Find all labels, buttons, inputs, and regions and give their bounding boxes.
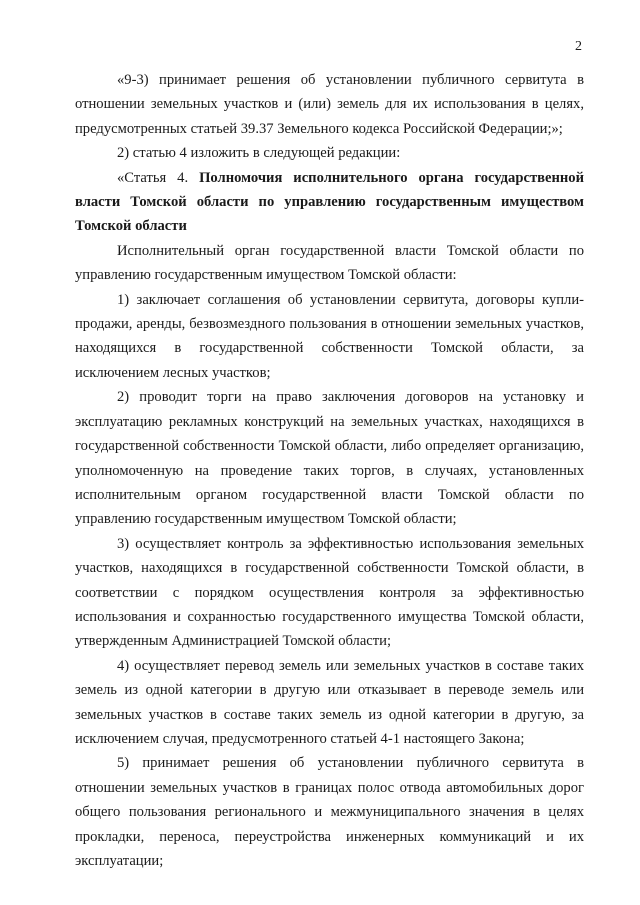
paragraph-intro: Исполнительный орган государственной власти Томской области по управлению государственным имуществом Томской области:: [75, 242, 584, 284]
page-number: 2: [575, 39, 582, 54]
paragraph-9-3: «9-3) принимает решения об установлении публичного сервитута в отношении земельных участков и (или) земель для их использования в целях, предусмотренных статьей 39.37 Земельного кодекса Российской Федерации;»;: [75, 72, 584, 137]
paragraph-item-1: 1) заключает соглашения об установлении сервитута, договоры купли-продажи, аренды, безвозмездного пользования в отношении земельных участков, находящихся в государственной собственности Томской области, за исключением лесных участков;: [75, 291, 584, 381]
article-title: Полномочия исполнительного органа государственной власти Томской области по управлению государственным имуществом Томской области: [75, 169, 584, 235]
paragraph-item-2: 2) проводит торги на право заключения договоров на установку и эксплуатацию рекламных конструкций на земельных участках, находящихся в государственной собственности Томской области, либо определяет организацию, уполномоченную на проведение таких торгов, в случаях, установленных исполнительным органом государственной власти Томской области по управлению государственным имуществом Томской области;: [75, 389, 584, 528]
paragraph-item-5: 5) принимает решения об установлении публичного сервитута в отношении земельных участков в границах полос отвода автомобильных дорог общего пользования регионального и межмуниципального значения в целях прокладки, переноса, переустройства инженерных коммуникаций и их эксплуатации;: [75, 755, 584, 869]
paragraph-article-4-heading: [75, 166, 584, 239]
paragraph-item-3: 3) осуществляет контроль за эффективностью использования земельных участков, находящихся в государственной собственности Томской области, в соответствии с порядком осуществления контроля за эффективностью использования и сохранностью государственного имущества Томской области, утвержденным Администрацией Томской области;: [75, 535, 584, 650]
paragraph-article-4-instruction: 2) статью 4 изложить в следующей редакции:: [117, 145, 401, 162]
article-label: «Статья 4.: [117, 169, 200, 186]
document-body: [75, 68, 584, 873]
paragraph-item-4: 4) осуществляет перевод земель или земельных участков в составе таких земель из одной категории в другую или отказывает в переводе земель или земельных участков в составе таких земель из одной категории в другую, за исключением случая, предусмотренного статьей 4-1 настоящего Закона;: [75, 657, 584, 747]
